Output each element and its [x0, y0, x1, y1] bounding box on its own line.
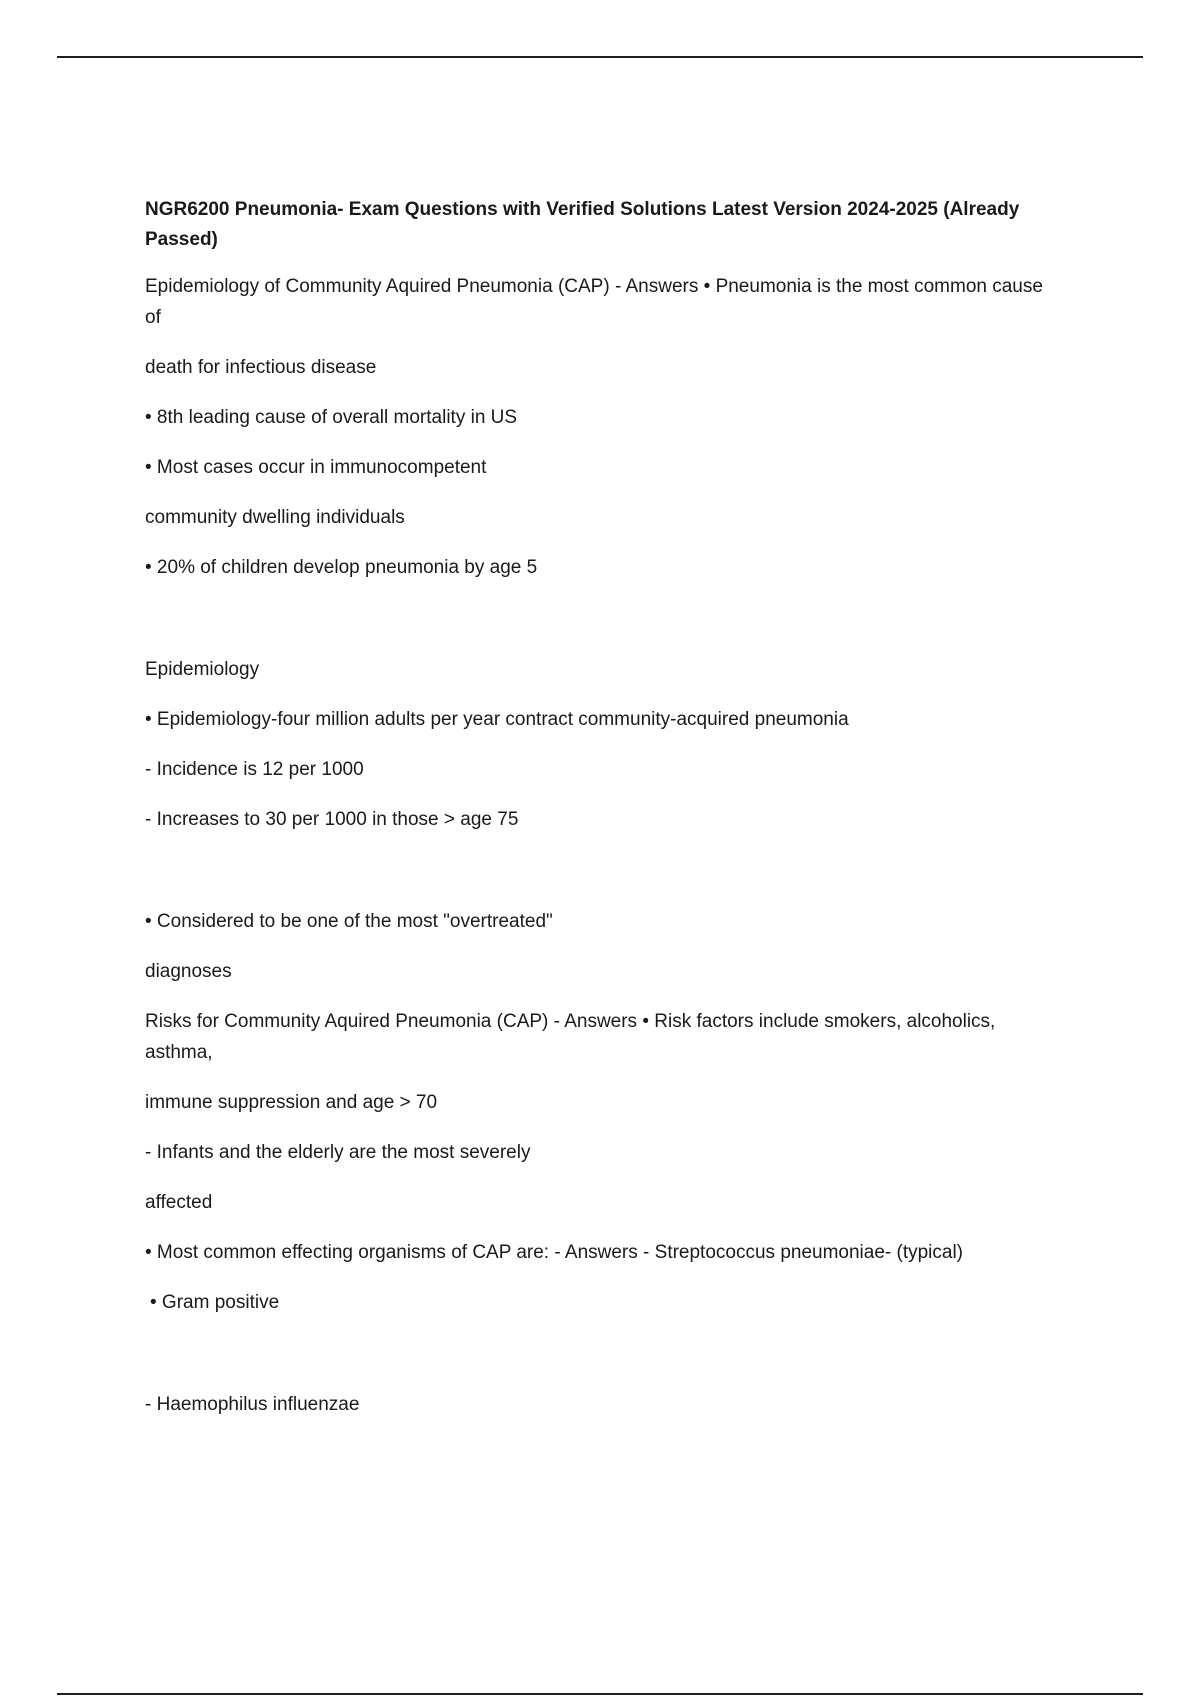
footer-rule: [57, 1693, 1143, 1695]
dash-item: - Increases to 30 per 1000 in those > age 75: [145, 809, 519, 830]
document-title: NGR6200 Pneumonia- Exam Questions with Verified Solutions Latest Version 2024-2025 (Already Passed): [145, 199, 1020, 250]
bullet-item: • Most cases occur in immunocompetent: [145, 457, 487, 478]
dash-item: - Incidence is 12 per 1000: [145, 759, 364, 780]
paragraph: affected: [145, 1192, 213, 1213]
spacer: [145, 854, 1055, 906]
dash-item: - Haemophilus influenzae: [145, 1394, 360, 1415]
bullet-item: • Epidemiology-four million adults per year contract community-acquired pneumonia: [145, 709, 849, 730]
spacer: [145, 602, 1055, 654]
section-heading-epidemiology: Epidemiology: [145, 659, 260, 680]
paragraph: immune suppression and age > 70: [145, 1092, 438, 1113]
paragraph-cap-epidemiology: Epidemiology of Community Aquired Pneumonia (CAP) - Answers • Pneumonia is the most common cause of: [145, 276, 1043, 328]
document-body: [145, 195, 1055, 1439]
bullet-item: • Considered to be one of the most "overtreated": [145, 911, 553, 932]
paragraph-cap-risks: Risks for Community Aquired Pneumonia (CAP) - Answers • Risk factors include smokers, alcoholics, asthma,: [145, 1011, 996, 1063]
bullet-item: • 8th leading cause of overall mortality in US: [145, 407, 518, 428]
bullet-item: • 20% of children develop pneumonia by age 5: [145, 557, 538, 578]
bullet-item: • Most common effecting organisms of CAP are: - Answers - Streptococcus pneumoniae- (typical): [145, 1242, 964, 1263]
spacer: [145, 1337, 1055, 1389]
header-rule: [57, 56, 1143, 58]
paragraph: death for infectious disease: [145, 357, 377, 378]
bullet-item: • Gram positive: [150, 1292, 280, 1313]
paragraph: diagnoses: [145, 961, 232, 982]
paragraph: community dwelling individuals: [145, 507, 405, 528]
dash-item: - Infants and the elderly are the most severely: [145, 1142, 531, 1163]
